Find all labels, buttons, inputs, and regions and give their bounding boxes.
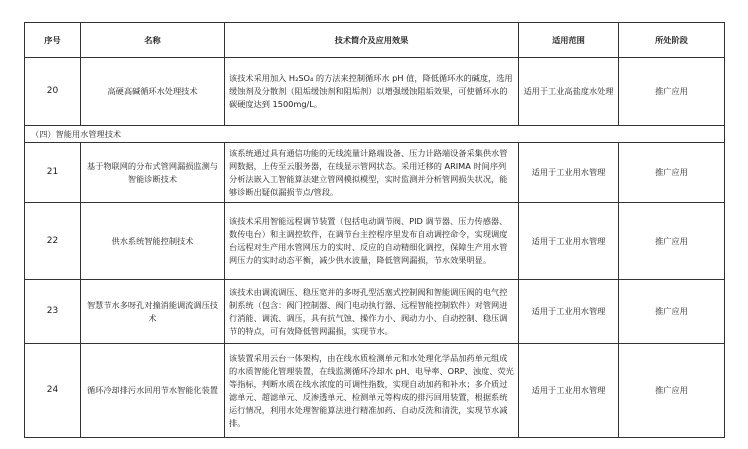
table-row (25, 203, 725, 280)
section-title: （四）智能用水管理技术 (25, 126, 725, 143)
row-number: 24 (25, 344, 81, 438)
row-name: 高硬高碱循环水处理技术 (81, 58, 225, 126)
header-desc: 技术简介及应用效果 (225, 23, 519, 58)
table-row (25, 344, 725, 438)
section-row (25, 126, 725, 143)
row-number: 23 (25, 280, 81, 344)
row-name: 供水系统智能控制技术 (81, 203, 225, 280)
table-row (25, 280, 725, 344)
row-scope: 适用于工业用水管理 (519, 143, 619, 203)
header-scope: 适用范围 (519, 23, 619, 58)
row-number: 21 (25, 143, 81, 203)
row-stage: 推广应用 (619, 344, 725, 438)
row-scope: 适用于工业高盐度水处理 (519, 58, 619, 126)
header-no: 序号 (25, 23, 81, 58)
row-stage: 推广应用 (619, 280, 725, 344)
row-description: 该技术采用智能远程调节装置（包括电动调节阀、PID 调节器、压力传感器、数传电台）和主调控软件，在调节台主控程序里发布自动调控命令，实现调度台远程对生产用水管网压力的实时、反应的自动精细化调控，保障生产用水管网压力的实时动态平衡，减少供水波量，降低管网漏损，节水效果明显。 (225, 203, 519, 280)
row-scope: 适用于工业用水管理 (519, 344, 619, 438)
row-stage: 推广应用 (619, 58, 725, 126)
row-name: 基于物联网的分布式管网漏损监测与智能诊断技术 (81, 143, 225, 203)
row-description: 该装置采用云台一体架构，由在线水质检测单元和水处理化学品加药单元组成的水质智能化管理装置，在线监测循环冷却水 pH、电导率、ORP、浊度、荧光等指标，判断水质在线水浓度的可调性指数，实现自动加药和补水；多介质过滤单元、超滤单元、反渗透单元、检测单元等构成的排污回用装置，根据系统运行情况，利用水处理智能算法进行精准加药、自动反洗和清洗，实现节水减排。 (225, 344, 519, 438)
row-scope: 适用于工业用水管理 (519, 280, 619, 344)
table-row (25, 143, 725, 203)
table-row (25, 58, 725, 126)
row-name: 智慧节水多呀孔对撞消能调流调压技术 (81, 280, 225, 344)
row-description: 该系统通过具有通信功能的无线流量计路端设备、压力计路端设备采集供水管网数据，上传至云服务器，在线显示管网状态。采用迁移的 ARIMA 时间序列分析法嵌入工智能算法建立管网模拟模型，实时监测并分析管网损失状况，能够诊断出疑似漏损节点/管段。 (225, 143, 519, 203)
row-number: 20 (25, 58, 81, 126)
technology-table (24, 22, 725, 438)
table-header-row (25, 23, 725, 58)
row-description: 该技术由调流调压、稳压宽并的多呀孔型活塞式控制阀和智能调压阀的电气控制系统（包含：阀门控制器、阀门电动执行器、远程智能控制软件）对管网进行消能、调流、调压，具有抗气蚀、操作力小、阀动力小、自动控制、稳压调节的特点，可有效降低管网漏损，实现节水。 (225, 280, 519, 344)
row-name: 循环冷却排污水回用节水智能化装置 (81, 344, 225, 438)
row-description: 该技术采用加入 H₂SO₄ 的方法来控制循环水 pH 值，降低循环水的碱度，选用缓蚀剂及分散剂（阻垢缓蚀剂和阻垢剂）以增强缓蚀阻垢效果，可使循环水的碳硬度达到 1500mg/L。 (225, 58, 519, 126)
header-stage: 所处阶段 (619, 23, 725, 58)
header-name: 名称 (81, 23, 225, 58)
row-scope: 适用于工业用水管理 (519, 203, 619, 280)
row-stage: 推广应用 (619, 203, 725, 280)
row-stage: 推广应用 (619, 143, 725, 203)
row-number: 22 (25, 203, 81, 280)
